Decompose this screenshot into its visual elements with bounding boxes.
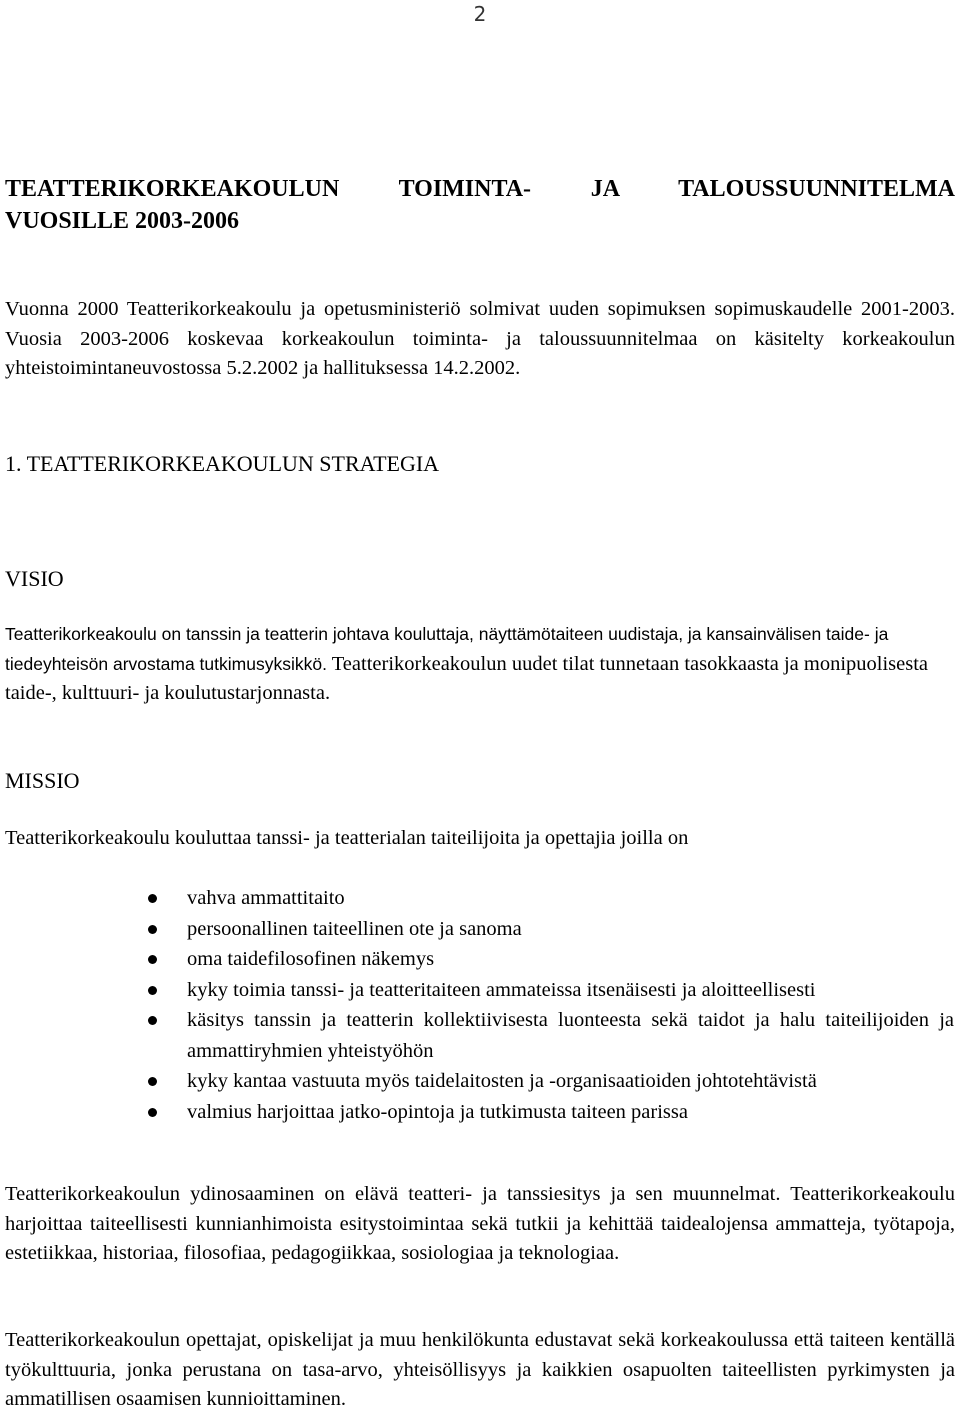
list-item — [0, 975, 960, 1006]
bullet-icon — [148, 1077, 157, 1086]
missio-intro: Teatterikorkeakoulu kouluttaa tanssi- ja teatterialan taiteilijoita ja opettajia joilla on — [5, 827, 689, 849]
missio-heading: MISSIO — [5, 768, 80, 793]
bullet-icon — [148, 925, 157, 934]
page-number: 2 — [473, 2, 487, 26]
core-competence-paragraph: Teatterikorkeakoulun ydinosaaminen on elävä teatteri- ja tanssiesitys ja sen muunnelmat. Teatterikorkeakoulu harjoittaa taiteellisesti kunnianhimoista esitystoimintaa sekä tutkii ja kehittää taidealojensa ammatteja, työtapoja, estetiikkaa, historiaa, filosofiaa, pedagogiikkaa, sosiologiaa ja teknologiaa. — [5, 1183, 955, 1264]
bullet-icon — [148, 1108, 157, 1117]
list-item — [0, 1066, 960, 1097]
list-item-text: vahva ammattitaito — [187, 887, 345, 909]
visio-heading: VISIO — [5, 566, 64, 591]
list-item — [0, 883, 960, 914]
title-line-1: TEATTERIKORKEAKOULUN TOIMINTA- JA TALOUSSUUNNITELMA — [5, 176, 955, 202]
visio-paragraph — [5, 620, 955, 709]
list-item-text: persoonallinen taiteellinen ote ja sanoma — [187, 917, 522, 940]
document-title — [5, 173, 955, 237]
visio-text-serif: Teatterikorkeakoulun uudet tilat tunnetaan tasokkaasta ja monipuolisesta taide-, kulttuuri- ja koulutustarjonnasta. — [5, 652, 929, 704]
list-item-text: kyky toimia tanssi- ja teatteritaiteen ammateissa itsenäisesti ja aloitteellisesti — [187, 978, 816, 1001]
list-item-text: kyky kantaa vastuuta myös taidelaitosten ja -organisaatioiden johtotehtävistä — [187, 1070, 817, 1092]
bullet-icon — [148, 1016, 157, 1025]
section-heading-strategy: 1. TEATTERIKORKEAKOULUN STRATEGIA — [5, 451, 440, 476]
list-item — [0, 914, 960, 945]
closing-paragraph: Teatterikorkeakoulun opettajat, opiskelijat ja muu henkilökunta edustavat sekä korkeakoulussa että taiteen kentällä työkulttuuria, jonka perustana on tasa-arvo, yhteisöllisyys ja kaikkien osapuolten taiteellisten pyrkimysten ja ammatillisen osaamisen kunnioittaminen. — [5, 1329, 955, 1410]
bullet-icon — [148, 955, 157, 964]
list-item — [0, 1005, 960, 1066]
list-item-text: valmius harjoittaa jatko-opintoja ja tutkimusta taiteen parissa — [187, 1100, 688, 1123]
missio-bullet-list — [0, 883, 960, 1127]
visio-text-sans: Teatterikorkeakoulu on tanssin ja teatterin johtava kouluttaja, näyttämötaiteen uudistaja, ja kansainvälisen taide- ja tiedeyhteisön arvostama tutkimusyksikkö. — [5, 624, 889, 674]
list-item-text: käsitys tanssin ja teatterin kollektiivisesta luonteesta sekä taidot ja halu taiteilijoiden ja ammattiryhmien yhteistyöhön — [187, 1009, 954, 1062]
intro-paragraph: Vuonna 2000 Teatterikorkeakoulu ja opetusministeriö solmivat uuden sopimuksen sopimuskaudelle 2001-2003. Vuosia 2003-2006 koskevaa korkeakoulun toiminta- ja taloussuunnitelmaa on käsitelty korkeakoulun yhteistoimintaneuvostossa 5.2.2002 ja hallituksessa 14.2.2002. — [5, 298, 955, 379]
bullet-icon — [148, 986, 157, 995]
list-item — [0, 1097, 960, 1128]
bullet-icon — [148, 894, 157, 903]
title-line-2: VUOSILLE 2003-2006 — [5, 208, 240, 234]
list-item-text: oma taidefilosofinen näkemys — [187, 948, 435, 970]
list-item — [0, 944, 960, 975]
